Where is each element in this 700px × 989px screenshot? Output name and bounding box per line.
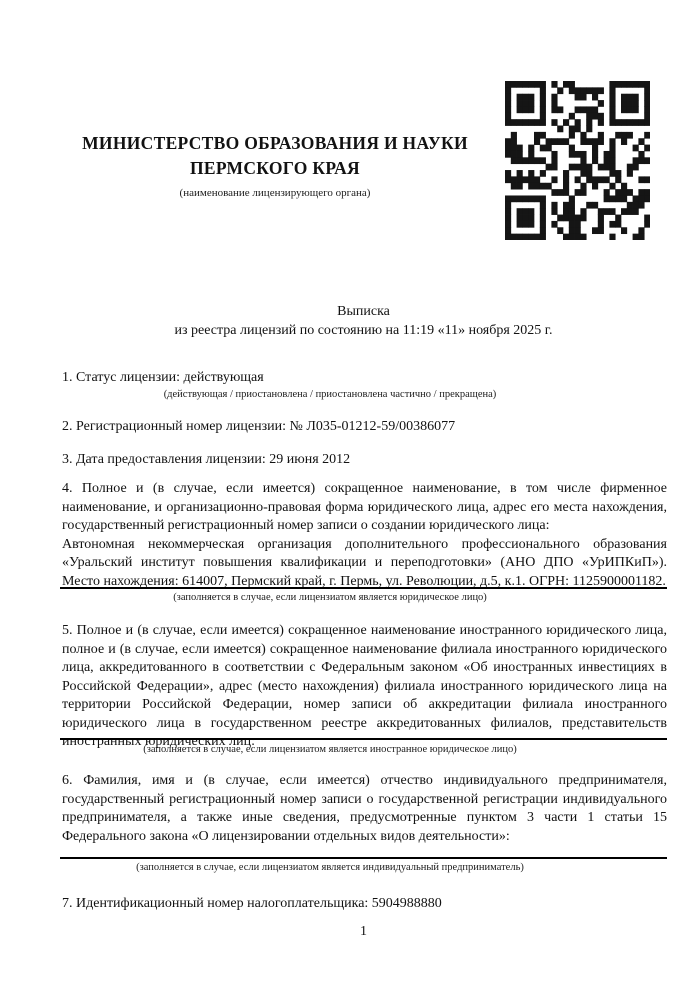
document-title	[60, 302, 667, 340]
page-number: 1	[360, 924, 367, 939]
item-4-legal-entity-block	[62, 480, 667, 591]
item-5-foreign-entity-block	[62, 622, 667, 752]
item-6-underline	[60, 857, 667, 859]
item-5-caption: (заполняется в случае, если лицензиатом является иностранное юридическое лицо)	[143, 744, 517, 755]
qr-code	[505, 81, 650, 240]
licensing-authority-header	[60, 131, 490, 200]
item-4-value: Автономная некоммерческая организация дополнительного профессионального образования «Уральский институт повышения квалификации и переподготовки» (АНО ДПО «УрИПКиП»). Место нахождения: 614007, Пермский край, г. Пермь, ул. Революции, д.5, к.1. ОГРН: 1125900001182.	[62, 536, 667, 589]
item-6-text: 6. Фамилия, имя и (в случае, если имеется) отчество индивидуального предпринимателя, государственный регистрационный номер записи о государственной регистрации индивидуального предпринимателя, а также иные сведения, предусмотренные пунктом 3 части 1 статьи 15 Федерального закона «О лицензировании отдельных видов деятельности»:	[62, 773, 667, 844]
ministry-name-line1: МИНИСТЕРСТВО ОБРАЗОВАНИЯ И НАУКИ	[82, 133, 468, 153]
item-1-license-status: 1. Статус лицензии: действующая	[62, 370, 264, 385]
item-4-underline	[60, 587, 667, 589]
document-title-line2: из реестра лицензий по состоянию на 11:19 «11» ноября 2025 г.	[174, 323, 553, 338]
item-1-caption: (действующая / приостановлена / приостановлена частично / прекращена)	[163, 389, 497, 400]
item-2-registration-number: 2. Регистрационный номер лицензии: № Л035-01212-59/00386077	[62, 419, 456, 434]
item-3-license-date: 3. Дата предоставления лицензии: 29 июня 2012	[62, 452, 351, 467]
item-4-text: 4. Полное и (в случае, если имеется) сокращенное наименование, в том числе фирменное наименование, и организационно-правовая форма юридического лица, адрес его места нахождения, государственный регистрационный номер записи о создании юридического лица:	[62, 481, 667, 533]
licensing-authority-caption: (наименование лицензирующего органа)	[179, 187, 371, 199]
ministry-name-line2: ПЕРМСКОГО КРАЯ	[190, 158, 360, 178]
item-6-caption: (заполняется в случае, если лицензиатом является индивидуальный предприниматель)	[136, 862, 524, 873]
item-6-individual-entrepreneur-block	[62, 772, 667, 846]
item-7-taxpayer-id: 7. Идентификационный номер налогоплательщика: 5904988880	[62, 896, 442, 911]
document-title-line1: Выписка	[337, 304, 390, 319]
item-5-underline	[60, 738, 667, 740]
item-4-caption: (заполняется в случае, если лицензиатом является юридическое лицо)	[173, 592, 487, 603]
item-5-text: 5. Полное и (в случае, если имеется) сокращенное наименование иностранного юридического лица, полное и (в случае, если имеется) сокращенное наименование филиала иностранного юридического лица, аккредитованного в соответствии с Федеральным законом «Об иностранных инвестициях в Российской Федерации», адрес (место нахождения) филиала иностранного юридического лица на территории Российской Федерации, номер записи об аккредитации филиала иностранного юридического лица в государственном реестре аккредитованных филиалов, представительств иностранных юридических лиц:	[62, 623, 667, 749]
